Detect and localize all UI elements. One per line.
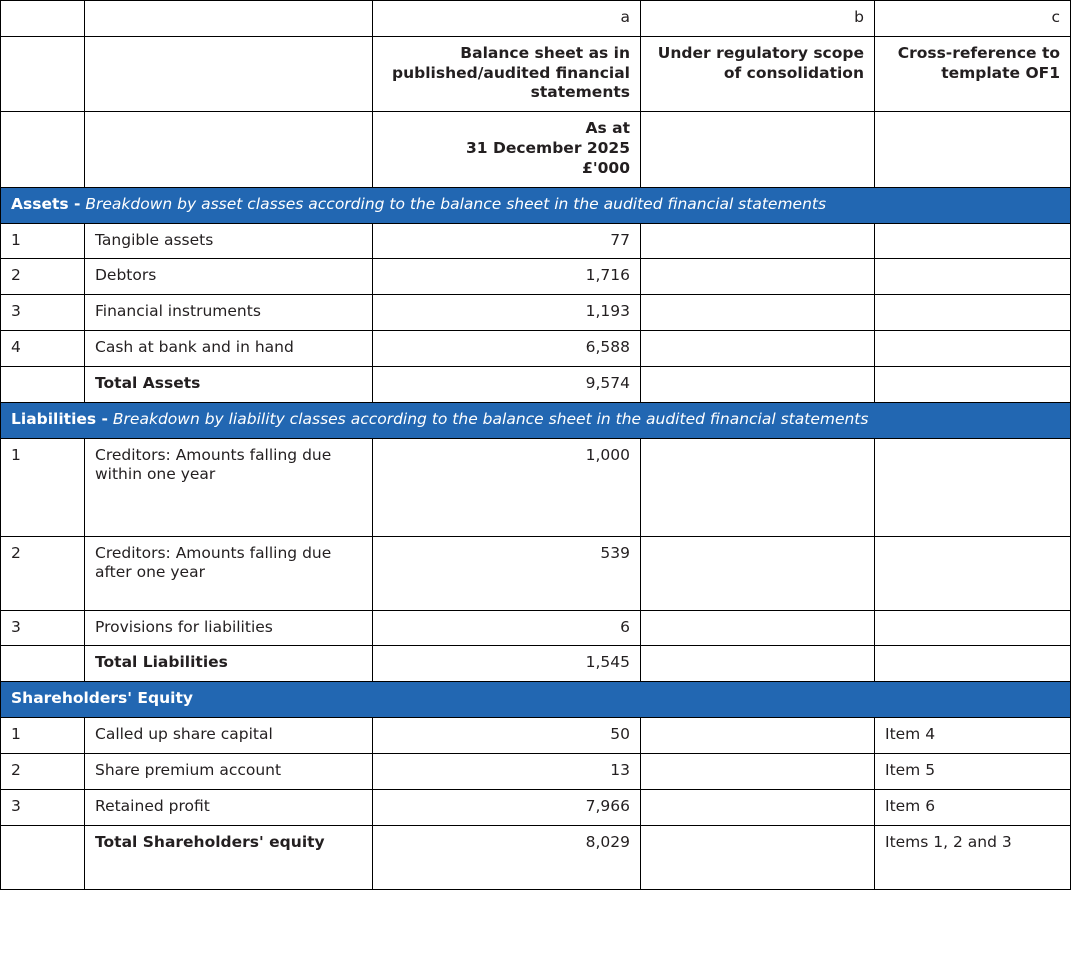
row-label-total: Total Assets <box>85 366 373 402</box>
table-row <box>1 536 1071 610</box>
row-value-a: 1,545 <box>373 646 641 682</box>
row-value-a: 1,716 <box>373 259 641 295</box>
section-header-assets-cell <box>1 187 1071 223</box>
row-value-a: 1,000 <box>373 438 641 536</box>
header-blank-2 <box>85 36 373 111</box>
section-header-shareholders-equity-cell <box>1 682 1071 718</box>
row-index: 3 <box>1 295 85 331</box>
row-value-c <box>875 259 1071 295</box>
date-header-row <box>1 112 1071 187</box>
row-value-b <box>641 825 875 889</box>
row-label: Financial instruments <box>85 295 373 331</box>
row-index <box>1 366 85 402</box>
column-letter-row <box>1 1 1071 37</box>
section-header-liabilities-cell <box>1 402 1071 438</box>
row-index: 2 <box>1 753 85 789</box>
row-label: Creditors: Amounts falling due after one year <box>85 536 373 610</box>
header-col-a: Balance sheet as in published/audited financial statements <box>373 36 641 111</box>
table-row <box>1 753 1071 789</box>
row-value-b <box>641 295 875 331</box>
row-value-a: 6 <box>373 610 641 646</box>
row-value-c: Item 5 <box>875 753 1071 789</box>
row-label: Debtors <box>85 259 373 295</box>
row-label-total: Total Shareholders' equity <box>85 825 373 889</box>
row-label: Share premium account <box>85 753 373 789</box>
row-value-c: Item 4 <box>875 718 1071 754</box>
row-value-b <box>641 536 875 610</box>
date-header-line-1: As at <box>585 119 630 138</box>
row-value-a: 539 <box>373 536 641 610</box>
row-value-a: 77 <box>373 223 641 259</box>
row-value-c <box>875 438 1071 536</box>
row-value-b <box>641 331 875 367</box>
date-header-col-c <box>875 112 1071 187</box>
table-row-total <box>1 825 1071 889</box>
row-value-b <box>641 610 875 646</box>
row-index: 2 <box>1 536 85 610</box>
row-index: 3 <box>1 610 85 646</box>
row-index: 3 <box>1 789 85 825</box>
section-header-shareholders-equity <box>1 682 1071 718</box>
row-value-a: 8,029 <box>373 825 641 889</box>
row-value-c: Items 1, 2 and 3 <box>875 825 1071 889</box>
column-header-row <box>1 36 1071 111</box>
row-value-b <box>641 259 875 295</box>
row-value-b <box>641 753 875 789</box>
header-col-b: Under regulatory scope of consolidation <box>641 36 875 111</box>
row-value-a: 7,966 <box>373 789 641 825</box>
table-row-total <box>1 366 1071 402</box>
row-index: 1 <box>1 718 85 754</box>
row-index: 1 <box>1 438 85 536</box>
table-row <box>1 295 1071 331</box>
date-header-col-b <box>641 112 875 187</box>
section-description-assets: Breakdown by asset classes according to the balance sheet in the audited financial statements <box>85 194 827 213</box>
row-value-b <box>641 718 875 754</box>
section-header-liabilities <box>1 402 1071 438</box>
column-letter-blank-2 <box>85 1 373 37</box>
date-header-line-2: 31 December 2025 <box>466 139 630 158</box>
row-value-c <box>875 295 1071 331</box>
row-label: Retained profit <box>85 789 373 825</box>
section-header-assets <box>1 187 1071 223</box>
header-blank-1 <box>1 36 85 111</box>
row-value-b <box>641 789 875 825</box>
table-row <box>1 718 1071 754</box>
column-letter-a: a <box>373 1 641 37</box>
column-letter-blank-1 <box>1 1 85 37</box>
row-value-c <box>875 610 1071 646</box>
row-index: 4 <box>1 331 85 367</box>
section-title-assets: Assets - <box>11 194 81 213</box>
row-label: Creditors: Amounts falling due within one year <box>85 438 373 536</box>
row-index: 1 <box>1 223 85 259</box>
date-header-blank-2 <box>85 112 373 187</box>
row-value-b <box>641 223 875 259</box>
table-row-total <box>1 646 1071 682</box>
table-row <box>1 331 1071 367</box>
row-value-c <box>875 366 1071 402</box>
table-row <box>1 438 1071 536</box>
row-value-a: 6,588 <box>373 331 641 367</box>
row-value-c <box>875 331 1071 367</box>
row-index: 2 <box>1 259 85 295</box>
column-letter-c: c <box>875 1 1071 37</box>
row-label: Tangible assets <box>85 223 373 259</box>
header-col-c: Cross-reference to template OF1 <box>875 36 1071 111</box>
date-header-col-a <box>373 112 641 187</box>
date-header-blank-1 <box>1 112 85 187</box>
table-row <box>1 610 1071 646</box>
row-value-c <box>875 646 1071 682</box>
row-label-total: Total Liabilities <box>85 646 373 682</box>
table-row <box>1 789 1071 825</box>
row-value-b <box>641 438 875 536</box>
row-value-b <box>641 646 875 682</box>
column-letter-b: b <box>641 1 875 37</box>
row-index <box>1 825 85 889</box>
row-value-c: Item 6 <box>875 789 1071 825</box>
section-title-liabilities: Liabilities - <box>11 409 108 428</box>
row-label: Cash at bank and in hand <box>85 331 373 367</box>
row-value-b <box>641 366 875 402</box>
row-value-a: 13 <box>373 753 641 789</box>
row-index <box>1 646 85 682</box>
row-value-c <box>875 223 1071 259</box>
row-value-c <box>875 536 1071 610</box>
date-header-line-3: £'000 <box>582 158 630 177</box>
row-label: Provisions for liabilities <box>85 610 373 646</box>
row-value-a: 9,574 <box>373 366 641 402</box>
row-value-a: 50 <box>373 718 641 754</box>
row-value-a: 1,193 <box>373 295 641 331</box>
table-row <box>1 259 1071 295</box>
table-row <box>1 223 1071 259</box>
section-description-liabilities: Breakdown by liability classes according to the balance sheet in the audited financial statements <box>112 409 869 428</box>
section-title-shareholders-equity: Shareholders' Equity <box>11 689 193 708</box>
row-label: Called up share capital <box>85 718 373 754</box>
